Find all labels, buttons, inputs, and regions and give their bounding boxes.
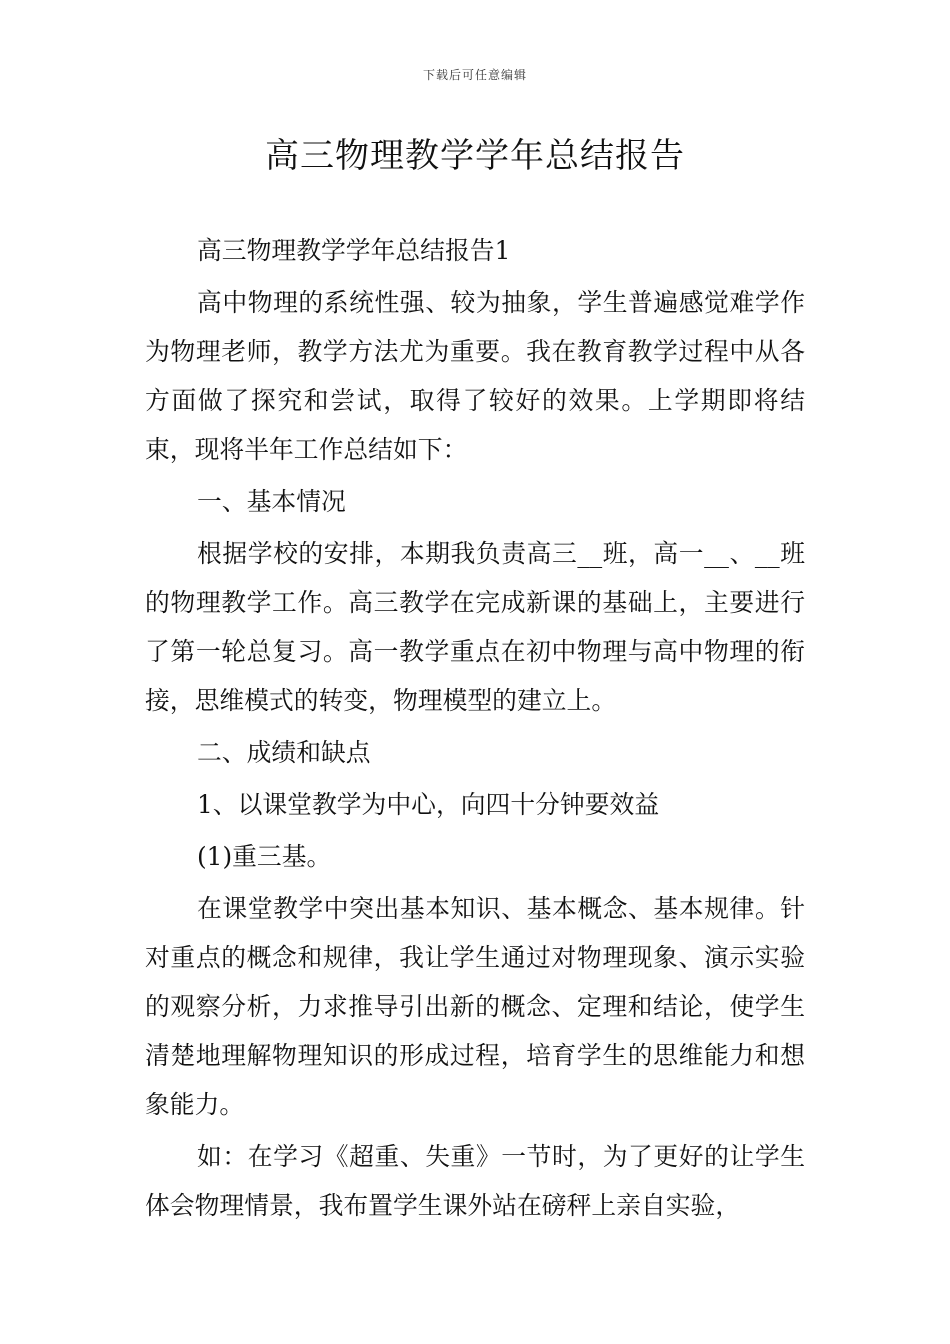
section-heading-basic-situation: 一、基本情况 bbox=[197, 487, 346, 516]
paragraph-example: 如：在学习《超重、失重》一节时，为了更好的让学生体会物理情景，我布置学生课外站在磅秤上亲自实验， bbox=[145, 1142, 805, 1220]
paragraph-subtitle: 高三物理教学学年总结报告1 bbox=[197, 236, 511, 265]
subheading-three-basics: (1)重三基。 bbox=[197, 842, 332, 871]
document-body bbox=[145, 226, 805, 1230]
paragraph-three-basics: 在课堂教学中突出基本知识、基本概念、基本规律。针对重点的概念和规律，我让学生通过对物理现象、演示实验的观察分析，力求推导引出新的概念、定理和结论，使学生清楚地理解物理知识的形成过程，培育学生的思维能力和想象能力。 bbox=[145, 894, 805, 1119]
paragraph-intro: 高中物理的系统性强、较为抽象，学生普遍感觉难学作为物理老师，教学方法尤为重要。我在教育教学过程中从各方面做了探究和尝试，取得了较好的效果。上学期即将结束，现将半年工作总结如下： bbox=[145, 288, 805, 464]
subheading-classroom-teaching: 1、以课堂教学为中心，向四十分钟要效益 bbox=[197, 790, 660, 819]
document-title: 高三物理教学学年总结报告 bbox=[265, 136, 685, 176]
page-header-note: 下载后可任意编辑 bbox=[422, 68, 527, 82]
paragraph-basic-situation: 根据学校的安排，本期我负责高三__班，高一__、__班的物理教学工作。高三教学在完成新课的基础上，主要进行了第一轮总复习。高一教学重点在初中物理与高中物理的衔接，思维模式的转变，物理模型的建立上。 bbox=[145, 539, 805, 715]
section-heading-results: 二、成绩和缺点 bbox=[197, 738, 371, 767]
